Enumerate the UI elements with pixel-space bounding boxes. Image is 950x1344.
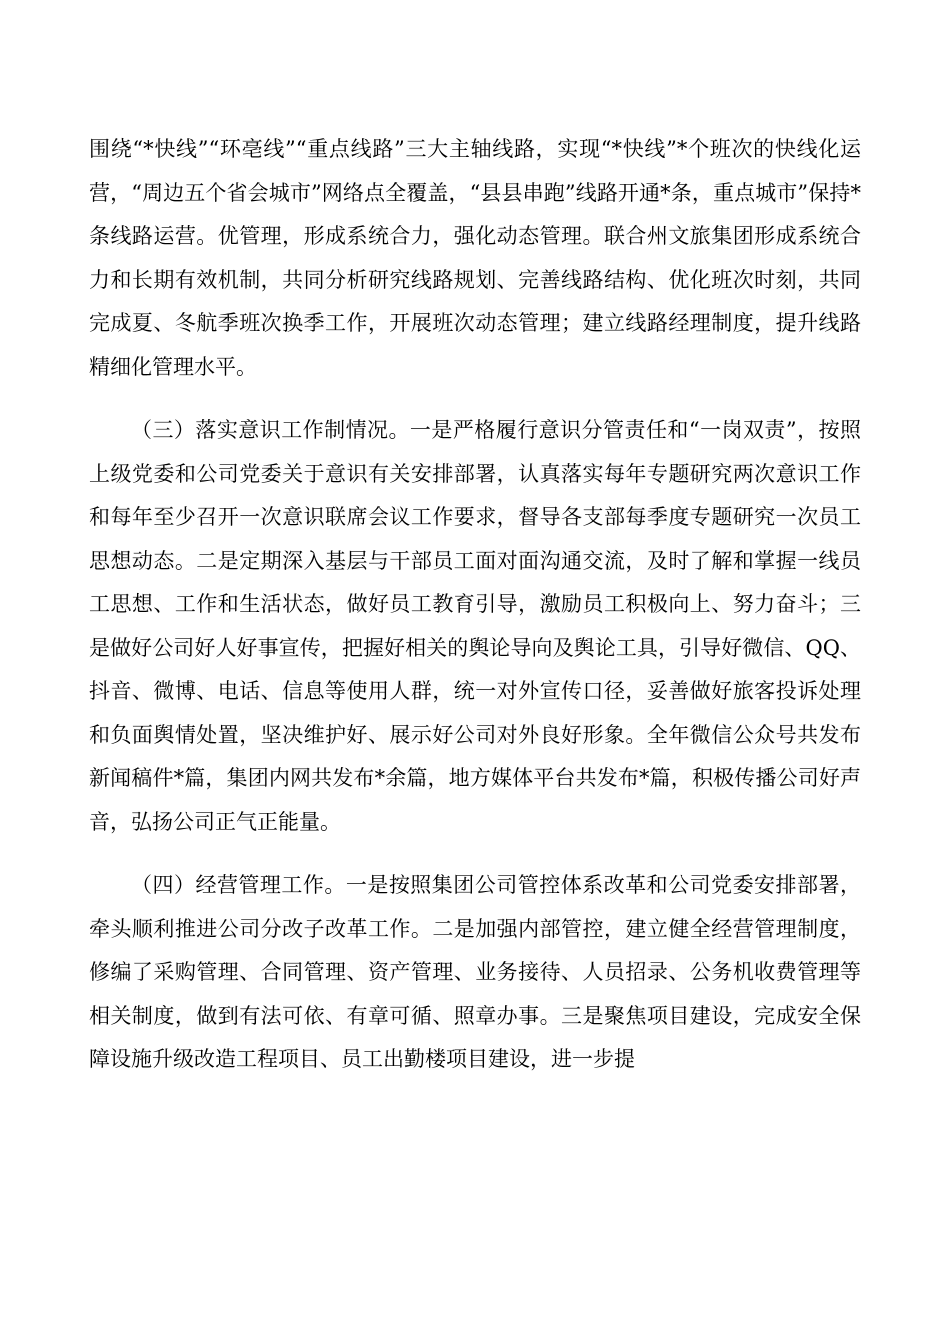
paragraph-operations-management: （四）经营管理工作。一是按照集团公司管控体系改革和公司党委安排部署，牵头顺利推进公司分改子改革工作。二是加强内部管控，建立健全经营管理制度，修编了采购管理、合同管理、资产管理、业务接待、人员招录、公务机收费管理等相关制度，做到有法可依、有章可循、照章办事。三是聚焦项目建设，完成安全保障设施升级改造工程项目、员工出勤楼项目建设，进一步提 (89, 873, 861, 1071)
document-body (89, 128, 861, 1102)
paragraph-ideology-work: （三）落实意识工作制情况。一是严格履行意识分管责任和“一岗双责”，按照上级党委和公司党委关于意识有关安排部署，认真落实每年专题研究两次意识工作和每年至少召开一次意识联席会议工作要求，督导各支部每季度专题研究一次员工思想动态。二是定期深入基层与干部员工面对面沟通交流，及时了解和掌握一线员工思想、工作和生活状态，做好员工教育引导，激励员工积极向上、努力奋斗；三是做好公司好人好事宣传，把握好相关的舆论导向及舆论工具，引导好微信、QQ、抖音、微博、电话、信息等使用人群，统一对外宣传口径，妥善做好旅客投诉处理和负面舆情处置，坚决维护好、展示好公司对外良好形象。全年微信公众号共发布新闻稿件*篇，集团内网共发布*余篇，地方媒体平台共发布*篇，积极传播公司好声音，弘扬公司正气正能量。 (89, 418, 861, 834)
paragraph-route-management: 围绕“*快线”“环亳线”“重点线路”三大主轴线路，实现“*快线”*个班次的快线化运营，“周边五个省会城市”网络点全覆盖，“县县串跑”线路开通*条，重点城市”保持*条线路运营。优管理，形成系统合力，强化动态管理。联合州文旅集团形成系统合力和长期有效机制，共同分析研究线路规划、完善线路结构、优化班次时刻，共同完成夏、冬航季班次换季工作，开展班次动态管理；建立线路经理制度，提升线路精细化管理水平。 (89, 137, 861, 379)
